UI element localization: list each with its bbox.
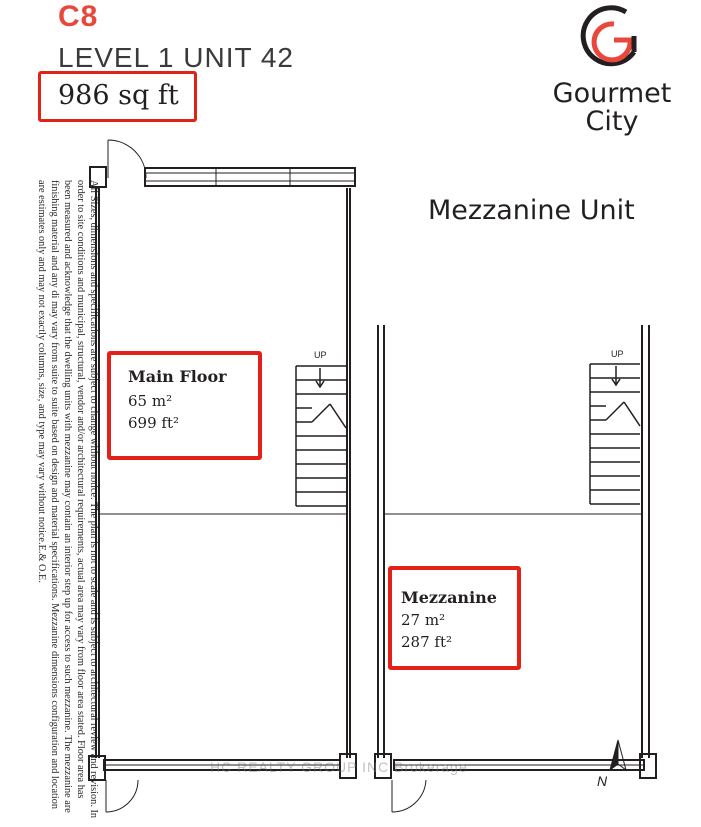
disclaimer-text: All Sizes, dimensions and specifications are subject to change without notice. The plan is not to scale and is subject to architectural review and revision. In order to site conditions and municipal, structural, vendor and/or architectural requirements, actual area may vary from floor area stated. Floor area has been measured and acknowledge that the dwelling units with mezzanine may contain an interior step up for access to such mezzanine. The mezzanine are finishing material and any di may vary from suite to suite based on design and material specifications. Mezzanine dimensions configuration and location are estimates only and may not exactly columns, size, and type may vary without notice.E.& O.E. <box>36 180 99 819</box>
mezzanine-unit-title: Mezzanine Unit <box>428 195 635 226</box>
main-floor-top-door-icon <box>90 140 146 187</box>
mezzanine-metric: 27 m² <box>401 611 446 629</box>
main-floor-imperial: 699 ft² <box>128 414 179 432</box>
main-floor-metric: 65 m² <box>128 392 173 410</box>
mezzanine-up-label: UP <box>611 349 624 359</box>
unit-title: LEVEL 1 UNIT 42 <box>58 42 295 73</box>
main-floor-walls <box>96 188 350 758</box>
unit-area: 986 sq ft <box>58 80 179 111</box>
main-floor-up-label: UP <box>314 350 327 360</box>
mezzanine-name: Mezzanine <box>401 588 497 607</box>
brand-name-line1: Gourmet <box>552 78 672 109</box>
mezzanine-stairs <box>590 364 640 504</box>
main-floor-name: Main Floor <box>128 367 227 386</box>
mezzanine-imperial: 287 ft² <box>401 633 452 651</box>
north-label: N <box>597 773 608 789</box>
unit-code: C8 <box>58 0 99 33</box>
watermark: HC REALTY GROUP INC Brokerage <box>210 759 468 775</box>
mezzanine-label-box <box>388 566 521 670</box>
brand-name-line2: City <box>585 106 639 137</box>
main-floor-stairs <box>296 366 346 506</box>
main-floor-top-window <box>145 168 355 186</box>
mezzanine-walls <box>378 325 649 758</box>
main-floor-label-box <box>107 351 262 460</box>
